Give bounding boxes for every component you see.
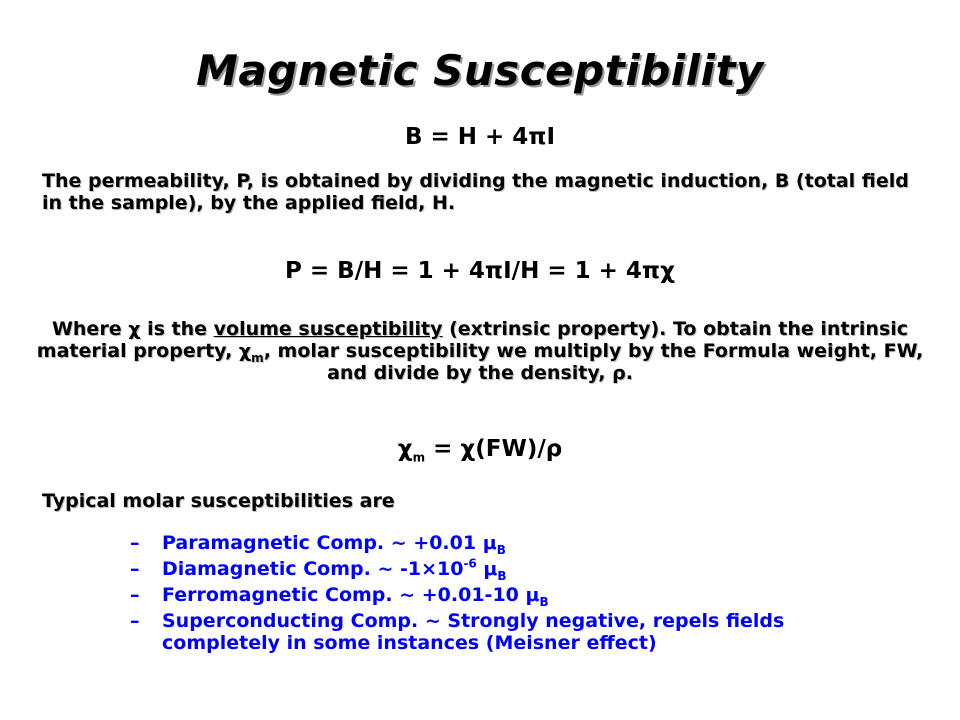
equation-induction: B = H + 4πI bbox=[404, 124, 556, 150]
list-item-superconducting bbox=[130, 610, 870, 654]
item-text: Ferromagnetic Comp. ~ +0.01-10 μ bbox=[162, 584, 540, 606]
dash-bullet: – bbox=[130, 610, 140, 632]
susceptibility-paragraph bbox=[30, 318, 930, 384]
paragraph-text: (extrinsic property). To obtain the intrinsic material property, χ bbox=[36, 318, 909, 362]
list-item-ferromagnetic bbox=[130, 584, 870, 609]
equation-molar-susceptibility bbox=[0, 436, 960, 465]
chi-symbol: χ bbox=[397, 436, 413, 462]
subscript-m: m bbox=[412, 450, 426, 465]
slide-title: Magnetic Susceptibility bbox=[196, 46, 764, 95]
susceptibility-list bbox=[130, 532, 870, 658]
dash-bullet: – bbox=[130, 584, 140, 606]
subscript-b: B bbox=[497, 568, 507, 583]
list-item-diamagnetic bbox=[130, 556, 870, 583]
paragraph-text: Where χ is the bbox=[51, 318, 214, 340]
item-text: Superconducting Comp. ~ Strongly negative, repels fields completely in some instances (Meisner effect) bbox=[162, 610, 785, 654]
volume-susceptibility-term: volume susceptibility bbox=[213, 318, 443, 340]
subscript-m: m bbox=[251, 350, 264, 365]
list-item-paramagnetic bbox=[130, 532, 870, 557]
subscript-b: B bbox=[496, 542, 506, 557]
superscript-exponent: -6 bbox=[463, 556, 477, 571]
paragraph-text: , molar susceptibility we multiply by the Formula weight, FW, and divide by the density, ρ. bbox=[263, 340, 924, 384]
permeability-paragraph: The permeability, P, is obtained by dividing the magnetic induction, B (total field in the sample), by the applied field, H. bbox=[42, 170, 909, 214]
subscript-b: B bbox=[539, 594, 549, 609]
item-text: Paramagnetic Comp. ~ +0.01 μ bbox=[162, 532, 497, 554]
item-text: Diamagnetic Comp. ~ -1×10 bbox=[162, 558, 464, 580]
equation-rhs: = χ(FW)/ρ bbox=[425, 436, 563, 462]
dash-bullet: – bbox=[130, 532, 140, 554]
equation-permeability: P = B/H = 1 + 4πI/H = 1 + 4πχ bbox=[285, 258, 675, 284]
list-intro: Typical molar susceptibilities are bbox=[42, 490, 395, 512]
item-text: μ bbox=[476, 558, 498, 580]
dash-bullet: – bbox=[130, 558, 140, 580]
